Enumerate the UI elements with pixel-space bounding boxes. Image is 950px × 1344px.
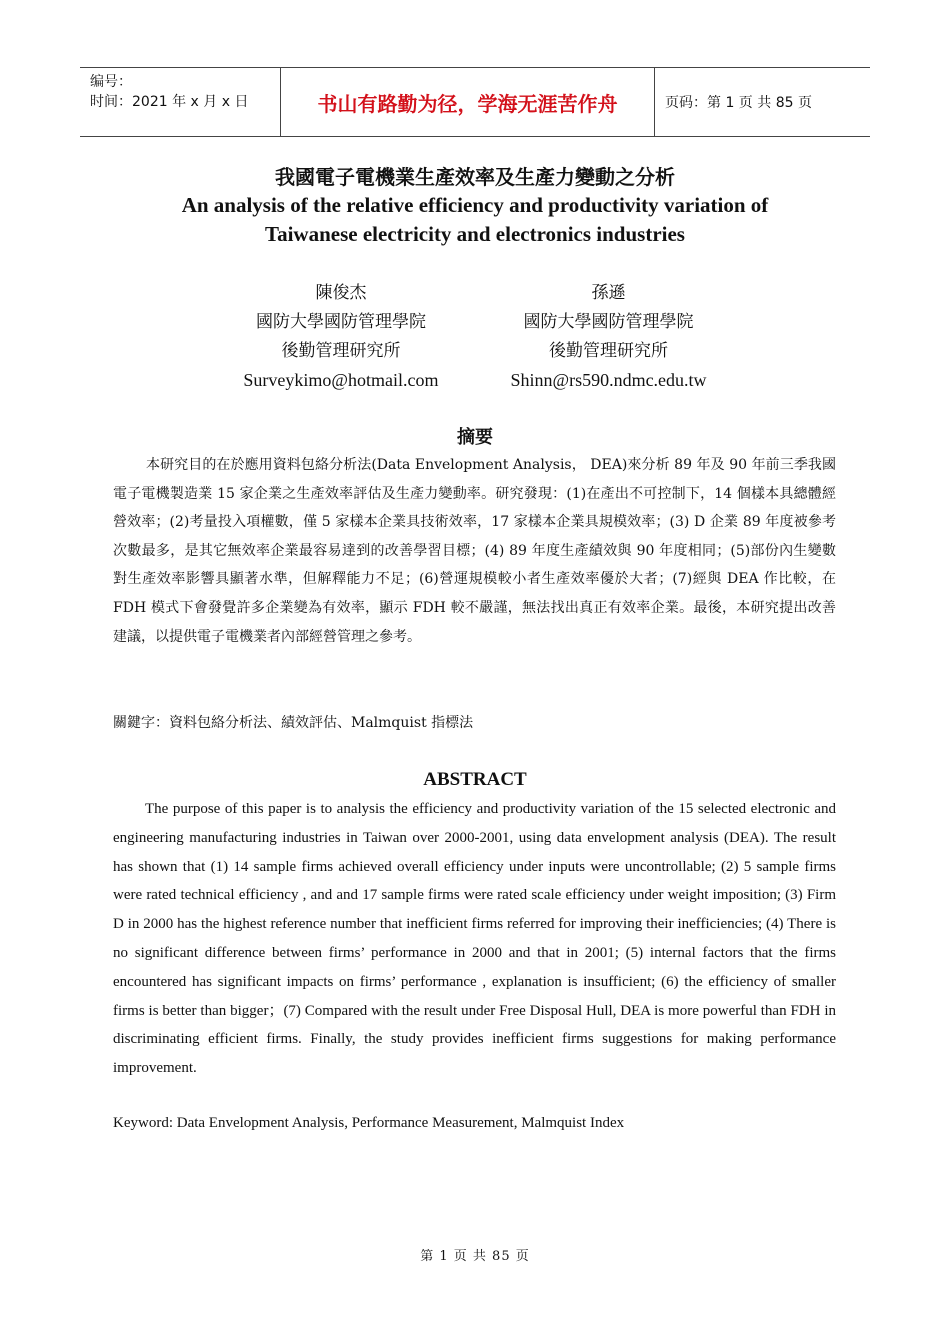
author-department: 後勤管理研究所 — [549, 341, 669, 361]
title-block — [0, 163, 950, 249]
header-meta — [80, 68, 281, 136]
title-english-line2: Taiwanese electricity and electronics industries — [265, 222, 685, 246]
title-english-line1: An analysis of the relative efficiency and productivity variation of — [181, 193, 769, 217]
header-time-label: 时间：2021 年 x 月 x 日 — [90, 94, 249, 110]
author-department: 後勤管理研究所 — [281, 341, 401, 361]
abstract-zh-body: 本研究目的在於應用資料包絡分析法(Data Envelopment Analysis， DEA)來分析 89 年及 90 年前三季我國電子電機製造業 15 家企業之生產效率評估及生產力變動率。研究發現：(1)在產出不可控制下，14 個樣本具總體經營效率；(2)考量投入項權數，僅 5 家樣本企業具技術效率，17 家樣本企業具規模效率；(3) D 企業 89 年度被參考次數最多，是其它無效率企業最容易達到的改善學習目標；(4) 89 年度生產績效與 90 年度相同；(5)部份內生變數對生產效率影響具顯著水準，但解釋能力不足；(6)營運規模較小者生產效率優於大者；(7)經與 DEA 作比較，在 FDH 模式下會發覺許多企業變為有效率，顯示 FDH 較不嚴謹，無法找出真正有效率企業。最後，本研究提出改善建議，以提供電子電機業者內部經營管理之參考。 — [113, 457, 836, 645]
document-header — [80, 67, 870, 137]
abstract-en-keywords: Keyword: Data Envelopment Analysis, Performance Measurement, Malmquist Index — [113, 1115, 625, 1131]
author-name: 陳俊杰 — [315, 283, 367, 303]
author-email: Surveykimo@hotmail.com — [243, 370, 439, 390]
author-institute: 國防大學國防管理學院 — [523, 312, 694, 332]
author-name: 孫遜 — [591, 283, 626, 303]
abstract-zh-keywords: 關鍵字：資料包絡分析法、績效評估、Malmquist 指標法 — [113, 715, 474, 731]
header-motto: 书山有路勤为径，学海无涯苦作舟 — [281, 68, 655, 136]
page-footer: 第 1 页 共 85 页 — [420, 1249, 530, 1264]
header-page-label: 页码：第 1 页 共 85 页 — [665, 95, 812, 111]
title-chinese: 我國電子電機業生產效率及生產力變動之分析 — [275, 165, 675, 189]
header-number-label: 编号： — [90, 74, 132, 90]
author-1 — [243, 279, 438, 395]
authors-block — [0, 279, 950, 395]
abstract-en-body: The purpose of this paper is to analysis the efficiency and productivity variation of the 15 selected electronic and engineering manufacturing industries in Taiwan over 2000-2001, using data envelopment analysis (DEA). The result has shown that (1) 14 sample firms achieved overall efficiency under inputs were uncontrollable; (2) 5 sample firms were rated technical efficiency , and and 17 sample firms were rated scale efficiency under weight imposition; (3) Firm D in 2000 has the highest reference number that inefficient firms referred for improving their inefficiencies; (4) There is no significant difference between firms’ performance in 2000 and that in 2001; (5) internal factors that the firms encountered has significant impacts on firms’ performance , explanation is insufficient; (6) the efficiency of smaller firms is better than bigger；(7) Compared with the result under Free Disposal Hull, DEA is more powerful than FDH in discriminating efficient firms. Finally, the study provides inefficient firms suggestions for making performance improvement. — [113, 801, 836, 1077]
abstract-zh-heading: 摘要 — [457, 427, 493, 448]
author-institute: 國防大學國防管理學院 — [255, 312, 426, 332]
author-2 — [510, 279, 706, 395]
abstract-en-heading: ABSTRACT — [423, 769, 527, 790]
author-email: Shinn@rs590.ndmc.edu.tw — [510, 370, 707, 390]
